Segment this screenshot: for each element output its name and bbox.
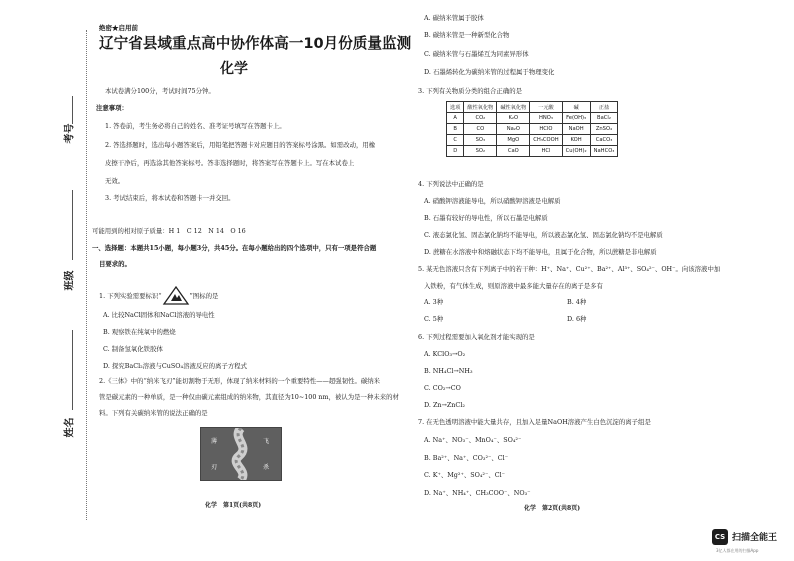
section-1-heading: 一、选择题：本题共15小题，每小题3分，共45分。在每小题给出的四个选项中，只有一项是符合题 [92,244,377,252]
question-4-option: B. 石墨有较好的导电性，所以石墨是电解质 [424,214,548,222]
notes-title: 注意事项： [96,104,128,112]
seal-line [86,30,87,520]
question-1-stem [99,286,218,306]
question-5-line: 入铁粉，有气体生成，则原溶液中最多能大量存在的离子是多有 [424,282,603,290]
table-cell: NaOH [562,124,590,135]
table-cell: C [447,135,464,146]
table-cell: HClO [530,124,562,135]
page-2-footer: 化学 第2页(共8页) [524,505,581,512]
camscanner-logo-icon [712,529,728,545]
question-7-option: B. Ba²⁺、Na⁺、CO₃²⁻、Cl⁻ [424,454,509,462]
photo-label: 飞 [263,438,270,445]
margin-label-exam-number: 考号 [64,123,76,144]
margin-label-class: 班级 [64,270,76,291]
question-6-option: C. CO₂→CO [424,384,461,392]
question-6-option: D. Zn→ZnCl₂ [424,401,465,409]
nanoblade-photo [200,427,282,481]
table-cell: K₂O [497,113,530,124]
question-1-stem-a: 1. 下列实验需要标识“ [99,292,162,300]
table-header-cell: 选项 [447,102,464,113]
table-cell: CO₂ [464,113,497,124]
note-line: 3. 考试结束后，将本试卷和答题卡一并交回。 [105,194,235,202]
question-6-option: B. NH₄Cl→NH₃ [424,367,473,375]
hazard-icon [162,286,190,306]
table-cell: HNO₃ [530,113,562,124]
table-cell: MgO [497,135,530,146]
question-2-option: A. 碳纳米管属于胶体 [424,14,484,22]
table-header-cell: 碱性氧化物 [497,102,530,113]
table-row [447,102,618,113]
question-3-stem: 3. 下列有关物质分类的组合正确的是 [418,87,522,95]
margin-label-name: 姓名 [64,417,76,438]
table-cell: SO₂ [464,146,497,157]
note-line: 2. 答选择题时，选出每小题答案后，用铅笔把答题卡对应题目的答案标号涂黑。如需改动，用橡 [105,141,376,149]
table-header-cell: 一元酸 [530,102,562,113]
question-4-stem: 4. 下列说法中正确的是 [418,180,484,188]
question-2-line: 2.《三体》中的“纳米飞刃”能切割物于无形，体现了纳米材料的一个重要特性——超强韧性。碳纳米 [99,377,381,385]
question-5-option: B. 4种 [567,298,587,306]
question-2-option: D. 石墨烯转化为碳纳米管的过程属于物理变化 [424,68,555,76]
section-1-heading-cont: 目要求的。 [99,260,131,268]
table-cell: KOH [562,135,590,146]
question-5-option: C. 5种 [424,315,444,323]
table-cell: CaCO₃ [590,135,618,146]
table-row [447,124,618,135]
app-tagline: 3亿人都在用的扫描App [716,548,759,553]
table-cell: B [447,124,464,135]
app-name: 扫描全能王 [732,533,778,543]
question-2-option: C. 碳纳米管与石墨烯互为同素异形体 [424,50,529,58]
question-6-option: A. KClO₃→O₂ [424,350,466,358]
table-cell: Fe(OH)₃ [562,113,590,124]
question-4-option: A. 硝酸钾溶液能导电，所以硝酸钾溶液是电解质 [424,197,561,205]
note-line: 无效。 [105,177,125,185]
question-1-option: B. 观察铁在纯氧中的燃烧 [103,328,176,336]
margin-line [72,96,73,124]
table-cell: CaO [497,146,530,157]
question-5-option: A. 3种 [424,298,444,306]
intro-text: 本试卷满分100分，考试时间75分钟。 [105,87,215,95]
secret-mark: 绝密★启用前 [99,24,138,32]
table-row [447,135,618,146]
question-2-option: B. 碳纳米管是一种新型化合物 [424,31,510,39]
table-cell: NaHCO₃ [590,146,618,157]
question-4-option: D. 蔗糖在水溶液中和熔融状态下均不能导电，且属于化合物，所以蔗糖是非电解质 [424,248,657,256]
table-row [447,146,618,157]
question-1-option: D. 探究BaCl₂溶液与CuSO₄溶液反应的离子方程式 [103,362,248,370]
table-row [447,113,618,124]
note-line: 皮擦干净后，再选涂其他答案标号。答非选择题时，将答案写在答题卡上。写在本试卷上 [105,159,355,167]
page-1-footer: 化学 第1页(共8页) [205,502,262,509]
question-5-line: 5. 某无色溶液只含有下列离子中的若干种：H⁺、Na⁺、Cu²⁺、Ba²⁺、Al³⁺、SO₄²⁻、OH⁻。向该溶液中加 [418,265,721,273]
page-title: 辽宁省县域重点高中协作体高一10月份质量监测 [99,35,412,52]
table-header-cell: 酸性氧化物 [464,102,497,113]
note-line: 1. 答卷前，考生务必将自己的姓名、准考证号填写在答题卡上。 [105,122,286,130]
margin-line [72,190,73,260]
table-header-cell: 碱 [562,102,590,113]
classification-table [446,101,618,157]
question-7-option: D. Na⁺、NH₄⁺、CH₃COO⁻、NO₃⁻ [424,489,531,497]
logo-text: CS [714,533,726,541]
table-cell: Na₂O [497,124,530,135]
scanner-watermark [712,528,792,558]
question-5-option: D. 6种 [567,315,587,323]
subject-title: 化学 [220,61,248,77]
table-cell: CH₃COOH [530,135,562,146]
question-7-option: C. K⁺、Mg²⁺、SO₄²⁻、Cl⁻ [424,471,506,479]
table-cell: SO₃ [464,135,497,146]
table-cell: CO [464,124,497,135]
question-1-option: C. 制备氢氧化铁胶体 [103,345,163,353]
question-1-option: A. 比较NaCl固体和NaCl溶液的导电性 [103,311,215,319]
photo-label: 薄 [211,438,218,445]
table-cell: Cu(OH)₂ [562,146,590,157]
table-cell: ZnSO₄ [590,124,618,135]
question-6-stem: 6. 下列过程需要加入氧化剂才能实现的是 [418,333,535,341]
photo-label: 刃 [211,464,218,471]
table-cell: BaCl₂ [590,113,618,124]
question-2-line: 管是碳元素的一种单质，是一种仅由碳元素组成的纳米物，其直径为10~100 nm，被认为是一种未来的材 [99,393,399,401]
question-1-stem-b: ”图标的是 [189,292,219,300]
question-7-option: A. Na⁺、NO₃⁻、MnO₄⁻、SO₄²⁻ [424,436,522,444]
question-2-line: 料。下列有关碳纳米管的说法正确的是 [99,409,208,417]
question-4-option: C. 液态氯化氢、固态氯化钠均不能导电，所以液态氯化氢、固态氯化钠均不是电解质 [424,231,663,239]
photo-label: 杀 [263,464,270,471]
atomic-masses: 可能用到的相对原子质量：H 1 C 12 N 14 O 16 [92,227,246,235]
margin-line [72,330,73,410]
question-7-stem: 7. 在无色透明溶液中能大量共存，且加入足量NaOH溶液产生白色沉淀的离子组是 [418,418,651,426]
table-cell: HCl [530,146,562,157]
table-cell: A [447,113,464,124]
table-cell: D [447,146,464,157]
table-header-cell: 正盐 [590,102,618,113]
